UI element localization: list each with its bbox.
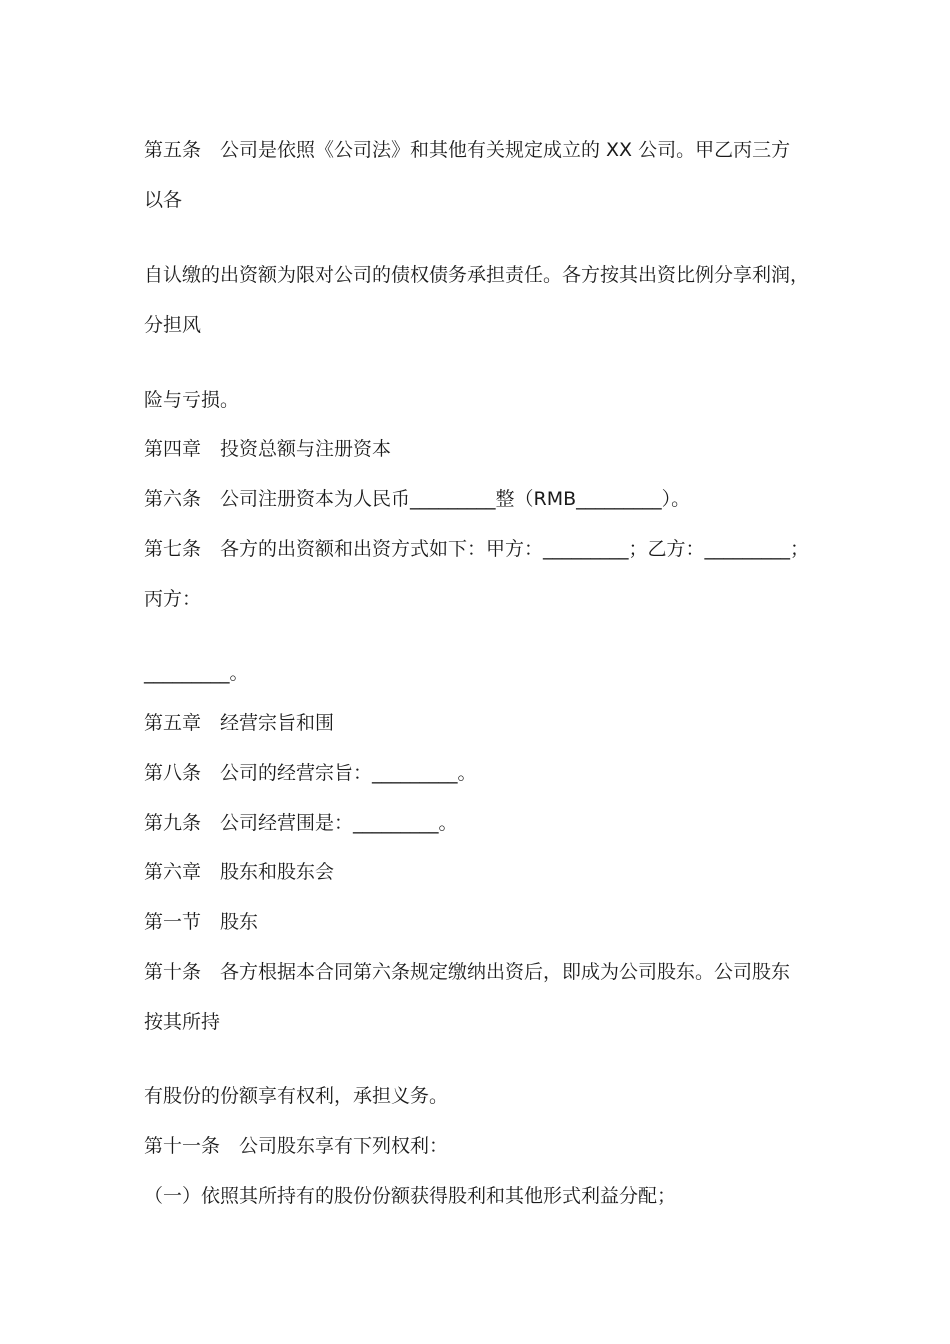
article-5-line-4: 分担风 [144, 314, 202, 336]
article-11-item-1: （一）依照其所持有的股份份额获得股利和其他形式利益分配； [144, 1185, 677, 1207]
article-7-line-3: _________。 [144, 662, 249, 684]
article-6: 第六条 公司注册资本为人民币_________整（RMB_________）。 [144, 488, 691, 510]
article-10-line-2: 按其所持 [144, 1011, 221, 1033]
article-5-line-2: 以各 [144, 189, 183, 211]
article-5-line-3: 自认缴的出资额为限对公司的债权债务承担责任。各方按其出资比例分享利润， [144, 264, 810, 286]
article-7-line-1: 第七条 各方的出资额和出资方式如下：甲方：_________；乙方：_________； [144, 538, 810, 560]
article-9: 第九条 公司经营围是：_________。 [144, 812, 458, 834]
chapter-5-heading: 第五章 经营宗旨和围 [144, 712, 335, 734]
section-1-heading: 第一节 股东 [144, 911, 259, 933]
article-5-line-5: 险与亏损。 [144, 389, 240, 411]
chapter-4-heading: 第四章 投资总额与注册资本 [144, 438, 392, 460]
article-7-line-2: 丙方： [144, 588, 202, 610]
article-10-line-1: 第十条 各方根据本合同第六条规定缴纳出资后，即成为公司股东。公司股东 [144, 961, 791, 983]
article-11: 第十一条 公司股东享有下列权利： [144, 1135, 449, 1157]
article-8: 第八条 公司的经营宗旨：_________。 [144, 762, 477, 784]
article-5-line-1: 第五条 公司是依照《公司法》和其他有关规定成立的 XX 公司。甲乙丙三方 [144, 139, 791, 161]
chapter-6-heading: 第六章 股东和股东会 [144, 861, 335, 883]
article-10-line-3: 有股份的份额享有权利，承担义务。 [144, 1085, 449, 1107]
